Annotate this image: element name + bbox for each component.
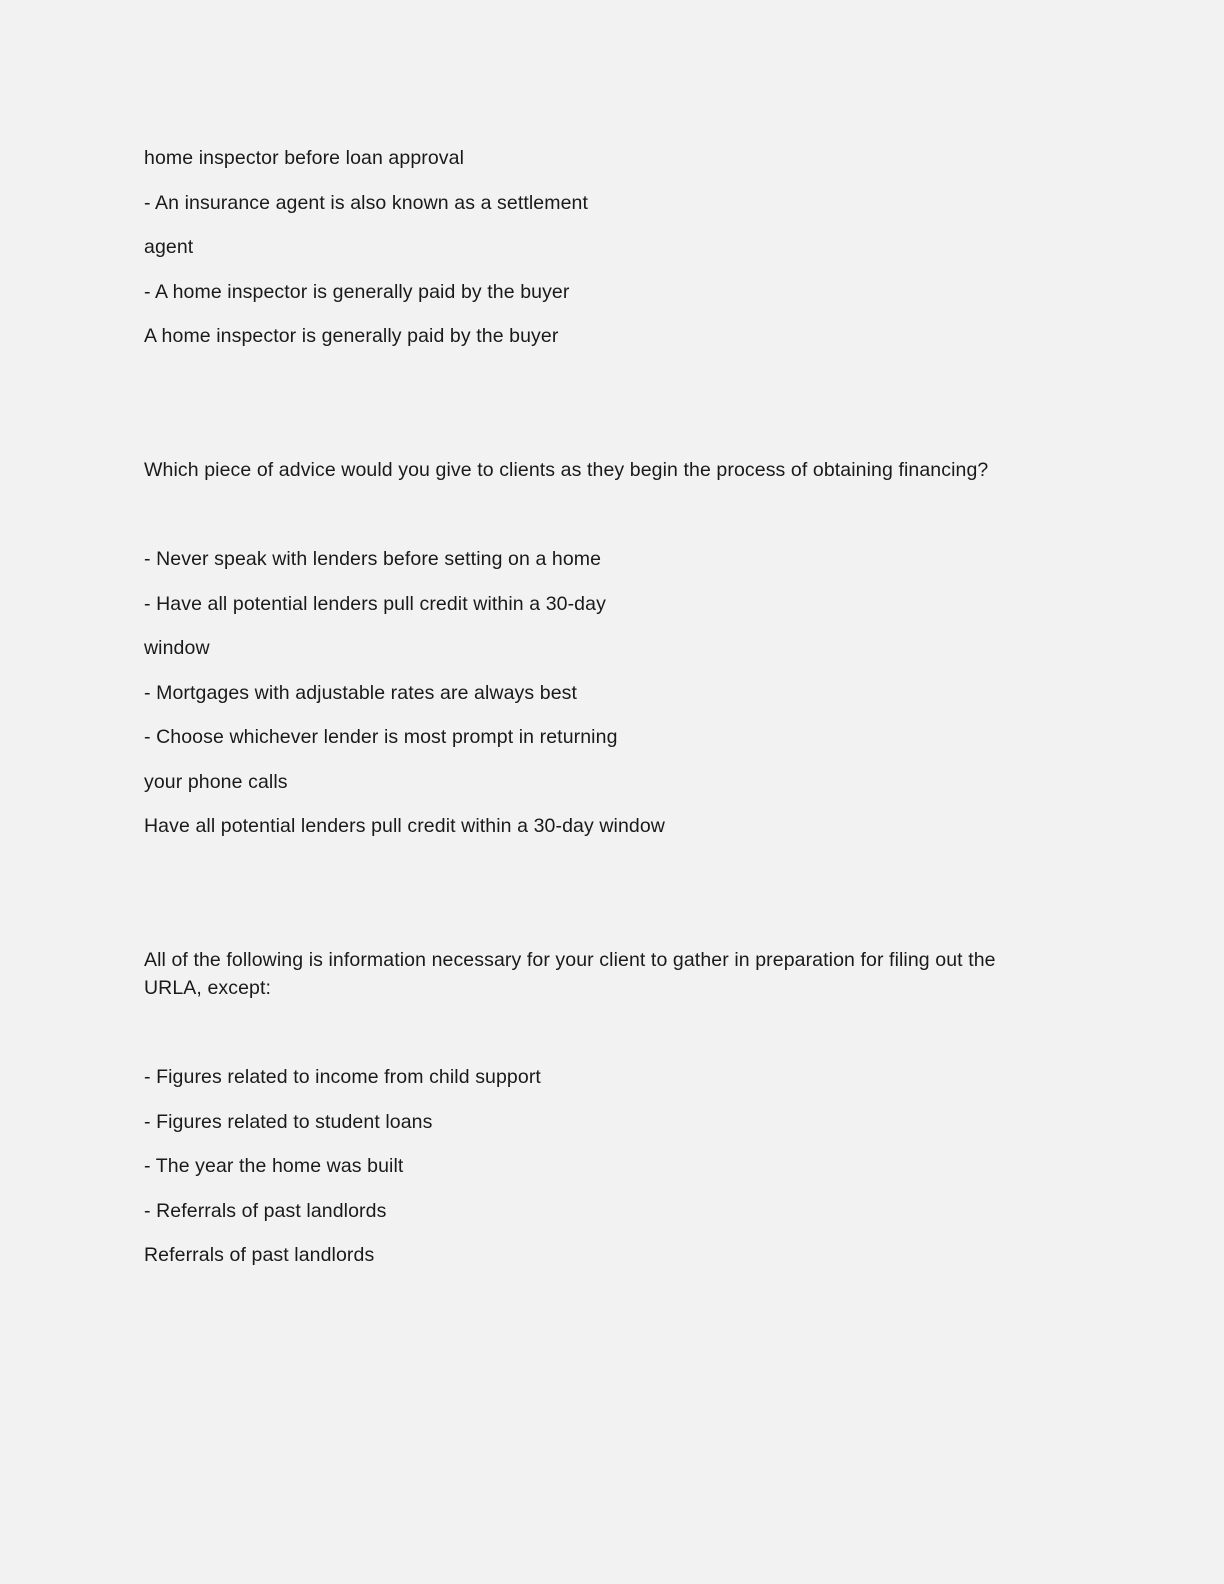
option-line-wrap: window [144, 637, 210, 659]
option-continuation: home inspector before loan approval [144, 147, 465, 169]
question-text: All of the following is information necessary for your client to gather in preparation for filing out the [144, 949, 996, 971]
question-text: Which piece of advice would you give to clients as they begin the process of obtaining financing? [144, 459, 989, 481]
option-line: - An insurance agent is also known as a settlement [144, 192, 588, 214]
option-line: - Have all potential lenders pull credit within a 30-day [144, 593, 606, 615]
answer-line: A home inspector is generally paid by the buyer [144, 325, 559, 347]
option-line: - The year the home was built [144, 1155, 404, 1177]
option-line: - Mortgages with adjustable rates are always best [144, 682, 578, 704]
option-line: - Never speak with lenders before setting on a home [144, 548, 602, 570]
answer-line: Have all potential lenders pull credit within a 30-day window [144, 815, 665, 837]
option-line-wrap: agent [144, 236, 194, 258]
answer-line: Referrals of past landlords [144, 1244, 375, 1266]
option-line: - Figures related to student loans [144, 1111, 433, 1133]
option-line: - Referrals of past landlords [144, 1200, 387, 1222]
option-line: - A home inspector is generally paid by the buyer [144, 281, 570, 303]
option-line: - Choose whichever lender is most prompt in returning [144, 726, 618, 748]
question-text-wrap: URLA, except: [144, 977, 272, 999]
option-line-wrap: your phone calls [144, 771, 288, 793]
option-line: - Figures related to income from child support [144, 1066, 541, 1088]
